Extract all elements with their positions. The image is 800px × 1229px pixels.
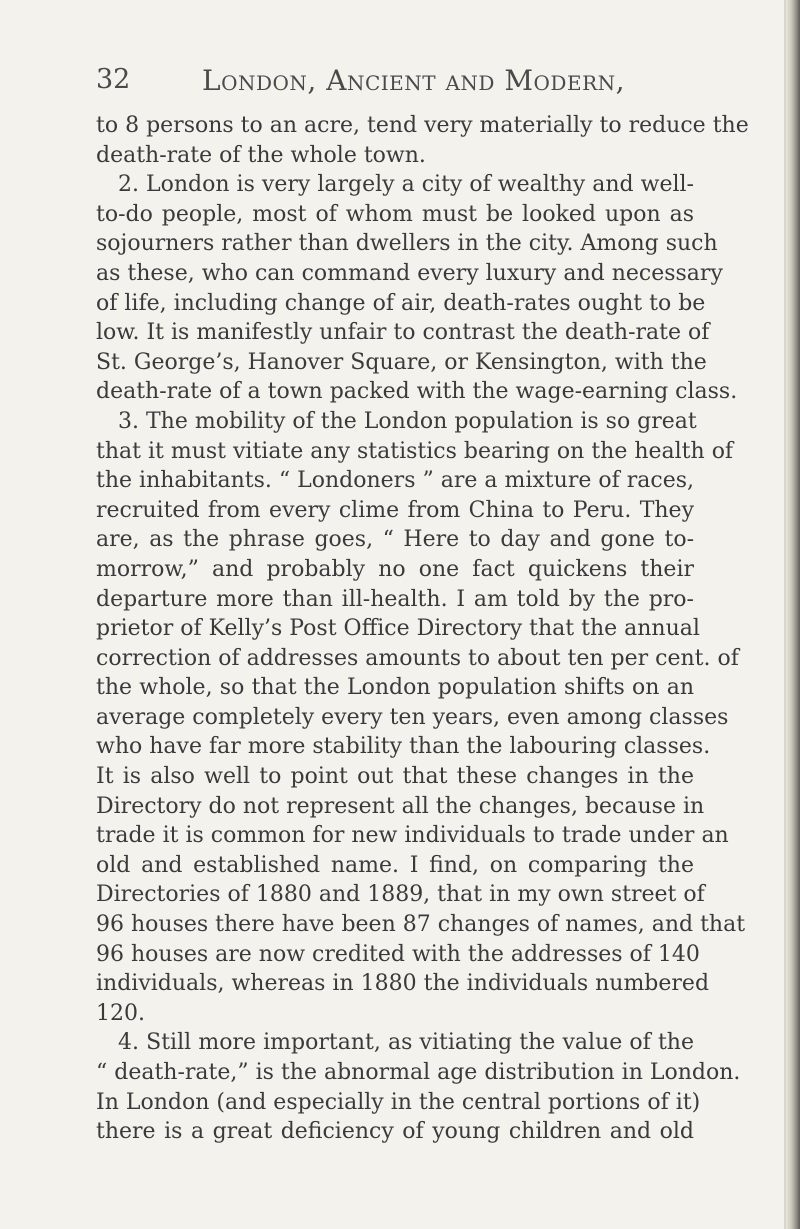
- text-line: low. It is manifestly unfair to contrast the death-rate of: [96, 320, 710, 346]
- text-line: 3. The mobility of the London population is so great: [118, 408, 697, 434]
- running-title: London, Ancient and Modern,: [202, 64, 626, 97]
- book-gutter-edge: [786, 0, 800, 1229]
- text-line: death-rate of the whole town.: [96, 142, 426, 168]
- text-line: departure more than ill-health. I am told by the pro-: [96, 586, 694, 612]
- text-line: death-rate of a town packed with the wage-earning class.: [96, 379, 738, 405]
- text-line: old and established name. I find, on comparing the: [96, 852, 694, 878]
- text-line: 4. Still more important, as vitiating the value of the: [118, 1030, 694, 1056]
- text-line: 120.: [96, 1000, 145, 1026]
- text-line: to-do people, most of whom must be looked upon as: [96, 201, 694, 227]
- text-line: correction of addresses amounts to about ten per cent. of: [96, 645, 739, 671]
- text-line: 2. London is very largely a city of wealthy and well-: [118, 172, 694, 198]
- text-line: recruited from every clime from China to Peru. They: [96, 497, 694, 523]
- text-line: 96 houses are now credited with the addresses of 140: [96, 941, 700, 967]
- text-line: Directory do not represent all the changes, because in: [96, 793, 705, 819]
- text-line: trade it is common for new individuals to trade under an: [96, 823, 729, 849]
- text-line: sojourners rather than dwellers in the city. Among such: [96, 231, 718, 257]
- text-line: Directories of 1880 and 1889, that in my own street of: [96, 882, 705, 908]
- page-number: 32: [96, 64, 131, 95]
- text-line: In London (and especially in the central portions of it): [96, 1089, 701, 1115]
- text-line: there is a great deficiency of young children and old: [96, 1119, 694, 1145]
- text-line: It is also well to point out that these changes in the: [96, 764, 694, 790]
- text-line: morrow,” and probably no one fact quickens their: [96, 556, 694, 582]
- text-line: 96 houses there have been 87 changes of names, and that: [96, 912, 746, 938]
- text-line: prietor of Kelly’s Post Office Directory that the annual: [96, 616, 700, 642]
- text-line: the whole, so that the London population shifts on an: [96, 675, 694, 701]
- text-line: that it must vitiate any statistics bearing on the health of: [96, 438, 734, 464]
- text-line: who have far more stability than the labouring classes.: [96, 734, 711, 760]
- text-line: the inhabitants. “ Londoners ” are a mixture of races,: [96, 468, 694, 494]
- text-line: are, as the phrase goes, “ Here to day and gone to-: [96, 527, 694, 553]
- text-line: individuals, whereas in 1880 the individuals numbered: [96, 971, 710, 997]
- text-line: as these, who can command every luxury and necessary: [96, 260, 723, 286]
- text-line: to 8 persons to an acre, tend very materially to reduce the: [96, 113, 749, 138]
- text-line: average completely every ten years, even among classes: [96, 704, 729, 730]
- text-line: of life, including change of air, death-rates ought to be: [96, 290, 706, 316]
- text-line: St. George’s, Hanover Square, or Kensington, with the: [96, 349, 707, 375]
- page-header: [96, 64, 686, 104]
- text-line: “ death-rate,” is the abnormal age distribution in London.: [96, 1060, 741, 1085]
- body-text: [96, 111, 749, 1147]
